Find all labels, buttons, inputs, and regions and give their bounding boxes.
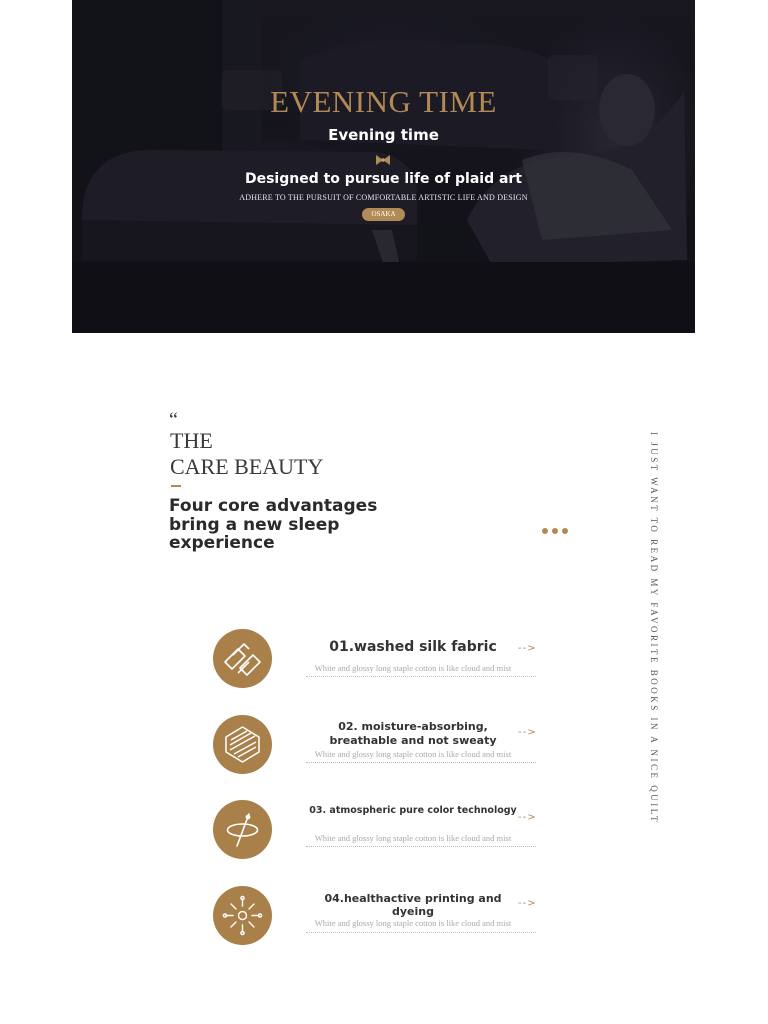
hero-overlay	[72, 0, 695, 333]
needle-thread-icon	[213, 800, 272, 859]
divider	[306, 846, 536, 847]
hero-small-text: ADHERE TO THE PURSUIT OF COMFORTABLE ARTISTIC LIFE AND DESIGN	[239, 193, 528, 202]
arrow-icon[interactable]: -->	[518, 727, 537, 738]
hero-banner	[72, 0, 695, 333]
feature-title: 01.washed silk fabric	[329, 639, 497, 655]
hero-title: EVENING TIME	[270, 84, 497, 119]
feature-desc: White and glossy long staple cotton is like cloud and mist	[314, 833, 512, 843]
bow-icon	[375, 154, 391, 166]
care-heading-line1: THE	[170, 428, 213, 453]
hero-subtitle: Evening time	[328, 126, 439, 144]
silk-fabric-icon	[213, 629, 272, 688]
flower-pattern-icon	[213, 886, 272, 945]
feature-item[interactable]	[213, 800, 543, 862]
arrow-icon[interactable]: -->	[518, 898, 537, 909]
layered-fabric-icon	[213, 715, 272, 774]
feature-item[interactable]	[213, 886, 543, 948]
feature-title: 02. moisture-absorbing, breathable and not sweaty	[329, 720, 497, 747]
more-dots-icon[interactable]	[542, 519, 572, 538]
accent-dash	[171, 485, 181, 487]
feature-item[interactable]	[213, 715, 543, 777]
hero-tagline: Designed to pursue life of plaid art	[244, 171, 523, 187]
divider	[306, 932, 536, 933]
headline-line: bring a new sleep	[169, 514, 340, 535]
feature-title: 03. atmospheric pure color technology	[309, 805, 517, 816]
divider	[306, 676, 536, 677]
section-headline	[169, 497, 399, 553]
headline-line: Four core advantages	[169, 496, 378, 516]
care-heading-line2: CARE BEAUTY	[170, 454, 324, 479]
feature-title: 04.healthactive printing and dyeing	[324, 892, 502, 918]
feature-desc: White and glossy long staple cotton is like cloud and mist	[314, 749, 512, 759]
feature-desc: White and glossy long staple cotton is like cloud and mist	[314, 918, 512, 928]
arrow-icon[interactable]: -->	[518, 812, 537, 823]
arrow-icon[interactable]: -->	[518, 643, 537, 654]
vertical-side-text: I JUST WANT TO READ MY FAVORITE BOOKS IN A NICE QUILT	[649, 432, 659, 824]
feature-desc: White and glossy long staple cotton is like cloud and mist	[314, 663, 512, 673]
divider	[306, 762, 536, 763]
quote-mark: “	[169, 409, 178, 431]
headline-line: experience	[169, 533, 275, 553]
osaka-button[interactable]: OSAKA	[362, 208, 405, 221]
feature-item[interactable]	[213, 629, 543, 691]
